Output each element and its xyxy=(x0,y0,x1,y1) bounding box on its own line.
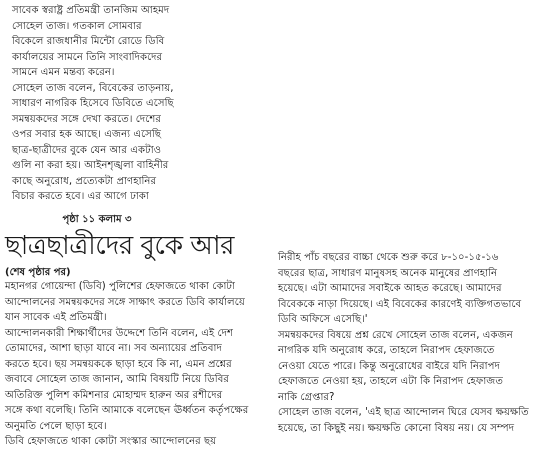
article-line: বছরের ছাত্র, সাধারণ মানুষসহ অনেক মানুষের প্রাণহানি xyxy=(278,267,498,279)
article-line: যান সাবেক এই প্রতিমন্ত্রী। xyxy=(5,312,107,323)
continued-from-label: (শেষ পৃষ্ঠার পর) xyxy=(5,267,71,278)
article-line: সঙ্গে কথা বলেছি। তিনি আমাকে বলেছেন ঊর্ধ্বতন কর্তৃপক্ষের xyxy=(5,405,249,416)
article-line: সাধারণ নাগরিক হিসেবে ডিবিতে এসেছি xyxy=(12,98,174,109)
article-line: করতে হবে। ছয় সমন্বয়ককে ছাড়া হবে কি না, এমন প্রশ্নের xyxy=(5,358,232,370)
article-line: বিকেলে রাজধানীর মিন্টো রোডে ডিবি xyxy=(12,36,165,47)
article-line: ডিবি হেফাজতে থাকা কোটা সংস্কার আন্দোলনের ছয় xyxy=(5,436,217,447)
article-line: ছাত্র-ছাত্রীদের বুকে যেন আর একটাও xyxy=(12,144,162,156)
article-line: ডিবি অফিসে এসেছি।' xyxy=(278,314,368,325)
article-line: বিচার করতে হবে। এর আগে ঢাকা xyxy=(12,191,149,202)
article-line: সাবেক স্বরাষ্ট্র প্রতিমন্ত্রী তানজিম আহমদ xyxy=(12,5,170,16)
article-line: সমন্বয়কদের বিষয়ে প্রশ্ন রেখে সোহেল তাজ বলেন, একজন xyxy=(278,329,513,341)
article-line: হয়েছে, তা কিছুই নয়। ক্ষয়ক্ষতি কোনো বিষয় নয়। যে সম্পদ xyxy=(278,422,515,434)
article-line: গুলি না করা হয়। আইনশৃঙ্খলা বাহিনীর xyxy=(12,160,169,171)
article-line: নাকি গ্রেপ্তার? xyxy=(278,391,335,403)
article-line: অনুমতি পেলে ছাড়া হবে। xyxy=(5,420,107,432)
article-line: অতিরিক্ত পুলিশ কমিশনার মোহাম্মদ হারুন অর রশীদের xyxy=(5,389,223,401)
article-line: আন্দোলনকারী শিক্ষার্থীদের উদ্দেশে তিনি বলেন, এই দেশ xyxy=(5,327,233,339)
article-line: কাছে অনুরোধ, প্রত্যেকটা প্রাণহানির xyxy=(12,175,157,187)
article-line: মহানগর গোয়েন্দা (ডিবি) পুলিশের হেফাজতে থাকা কোটা xyxy=(5,281,235,292)
article-line: নেওয়া যেতে পারে। কিন্তু অনুরোধের বাইরে যদি নিরাপদ xyxy=(278,360,500,372)
article-line: হয়েছে। এটা আমাদের সবাইকে আহত করেছে। আমাদের xyxy=(278,283,502,294)
article-line: নিরীহ পাঁচ বছরের বাচ্চা থেকে শুরু করে ৮-১০-১৫-১৬ xyxy=(278,252,499,263)
article-line: হেফাজতে নেওয়া হয়, তাহলে এটা কি নিরাপদ হেফাজত xyxy=(278,376,504,387)
article-line: জবাবে সোহেল তাজ জানান, আমি বিষয়টি নিয়ে ডিবির xyxy=(5,374,229,385)
article-line: সমন্বয়কদের সঙ্গে দেখা করতে। দেশের xyxy=(12,113,161,125)
article-line: ওপর সবার হক আছে। এজন্য এসেছি xyxy=(12,129,162,140)
article-line: বিবেককে নাড়া দিয়েছে। এই বিবেকের কারণেই ব্যক্তিগতভাবে xyxy=(278,298,522,310)
article-line: সোহেল তাজ বলেন, 'এই ছাত্র আন্দোলন ঘিরে যেসব ক্ষয়ক্ষতি xyxy=(278,407,529,418)
article-line: আন্দোলনের সমন্বয়কদের সঙ্গে সাক্ষাৎ করতে ডিবি কার্যালয়ে xyxy=(5,296,245,308)
article-line: কার্যালয়ের সামনে তিনি সাংবাদিকদের xyxy=(12,51,163,63)
article-headline: ছাত্রছাত্রীদের বুকে আর xyxy=(5,231,234,261)
article-line: সামনে এমন মন্তব্য করেন। xyxy=(12,67,115,78)
continuation-jump: পৃষ্ঠা ১১ কলাম ৩ xyxy=(62,214,132,225)
article-line: সোহেল তাজ। গতকাল সোমবার xyxy=(12,20,142,32)
article-line: নাগরিক যদি অনুরোধ করে, তাহলে নিরাপদ হেফাজতে xyxy=(278,345,495,356)
article-line: তোমাদের, আশা ছাড়া যাবে না। সব অন্যায়ের প্রতিবাদ xyxy=(5,343,222,354)
article-line: সোহেল তাজ বলেন, বিবেকের তাড়নায়, xyxy=(12,82,174,94)
